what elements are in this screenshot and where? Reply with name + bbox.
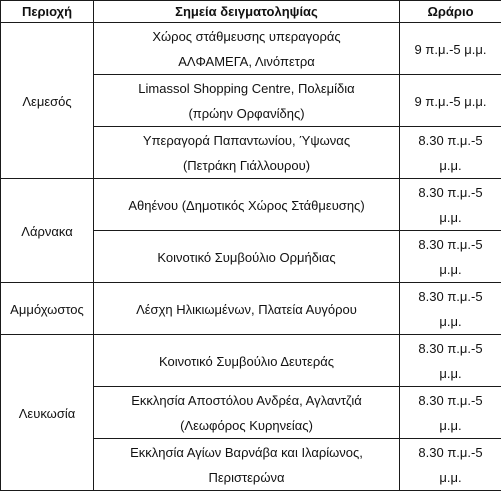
header-area: Περιοχή	[1, 1, 94, 23]
hours-line: μ.μ.	[403, 465, 498, 490]
table-body	[1, 23, 501, 491]
point-line: Περιστερώνα	[97, 465, 396, 490]
point-line: Αθηένου (Δημοτικός Χώρος Στάθμευσης)	[97, 193, 396, 218]
hours-line: μ.μ.	[403, 361, 498, 386]
point-cell	[94, 283, 400, 335]
hours-line: μ.μ.	[403, 309, 498, 334]
hours-cell	[400, 23, 501, 75]
table-row	[1, 283, 501, 335]
point-cell	[94, 127, 400, 179]
point-line: ΑΛΦΑΜΕΓΑ, Λινόπετρα	[97, 49, 396, 74]
point-line: Υπεραγορά Παπαντωνίου, Ύψωνας	[97, 128, 396, 153]
hours-line: μ.μ.	[403, 153, 498, 178]
point-cell	[94, 439, 400, 491]
hours-line: 8.30 π.μ.-5	[403, 180, 498, 205]
point-cell	[94, 23, 400, 75]
point-line: Limassol Shopping Centre, Πολεμίδια	[97, 76, 396, 101]
hours-cell	[400, 179, 501, 231]
point-line: Κοινοτικό Συμβούλιο Ορμήδιας	[97, 245, 396, 270]
header-hours: Ωράριο	[400, 1, 501, 23]
hours-line: 8.30 π.μ.-5	[403, 128, 498, 153]
point-line: (Λεωφόρος Κυρηνείας)	[97, 413, 396, 438]
point-line: Εκκλησία Αποστόλου Ανδρέα, Αγλαντζιά	[97, 388, 396, 413]
point-line: Εκκλησία Αγίων Βαρνάβα και Ιλαρίωνος,	[97, 440, 396, 465]
area-name: Λεμεσός	[4, 89, 90, 114]
point-cell	[94, 231, 400, 283]
hours-cell	[400, 439, 501, 491]
area-cell	[1, 179, 94, 283]
area-name: Λευκωσία	[4, 401, 90, 426]
hours-line: 9 π.μ.-5 μ.μ.	[403, 37, 498, 62]
point-line: Κοινοτικό Συμβούλιο Δευτεράς	[97, 349, 396, 374]
hours-cell	[400, 127, 501, 179]
table-row	[1, 335, 501, 387]
hours-line: 9 π.μ.-5 μ.μ.	[403, 89, 498, 114]
hours-cell	[400, 283, 501, 335]
point-cell	[94, 75, 400, 127]
hours-line: 8.30 π.μ.-5	[403, 232, 498, 257]
point-line: (πρώην Ορφανίδης)	[97, 101, 396, 126]
hours-cell	[400, 387, 501, 439]
area-cell	[1, 283, 94, 335]
point-cell	[94, 179, 400, 231]
hours-cell	[400, 231, 501, 283]
table-row	[1, 23, 501, 75]
hours-line: 8.30 π.μ.-5	[403, 284, 498, 309]
area-name: Λάρνακα	[4, 219, 90, 244]
point-cell	[94, 387, 400, 439]
hours-cell	[400, 335, 501, 387]
area-cell	[1, 23, 94, 179]
area-name: Αμμόχωστος	[4, 297, 90, 322]
hours-cell	[400, 75, 501, 127]
hours-line: μ.μ.	[403, 413, 498, 438]
header-sampling-points: Σημεία δειγματοληψίας	[94, 1, 400, 23]
area-cell	[1, 335, 94, 491]
hours-line: 8.30 π.μ.-5	[403, 388, 498, 413]
hours-line: 8.30 π.μ.-5	[403, 440, 498, 465]
hours-line: 8.30 π.μ.-5	[403, 336, 498, 361]
table-row	[1, 179, 501, 231]
table-header-row	[1, 1, 501, 23]
point-line: Λέσχη Ηλικιωμένων, Πλατεία Αυγόρου	[97, 297, 396, 322]
hours-line: μ.μ.	[403, 205, 498, 230]
point-line: Χώρος στάθμευσης υπεραγοράς	[97, 24, 396, 49]
hours-line: μ.μ.	[403, 257, 498, 282]
point-cell	[94, 335, 400, 387]
point-line: (Πετράκη Γιάλλουρου)	[97, 153, 396, 178]
